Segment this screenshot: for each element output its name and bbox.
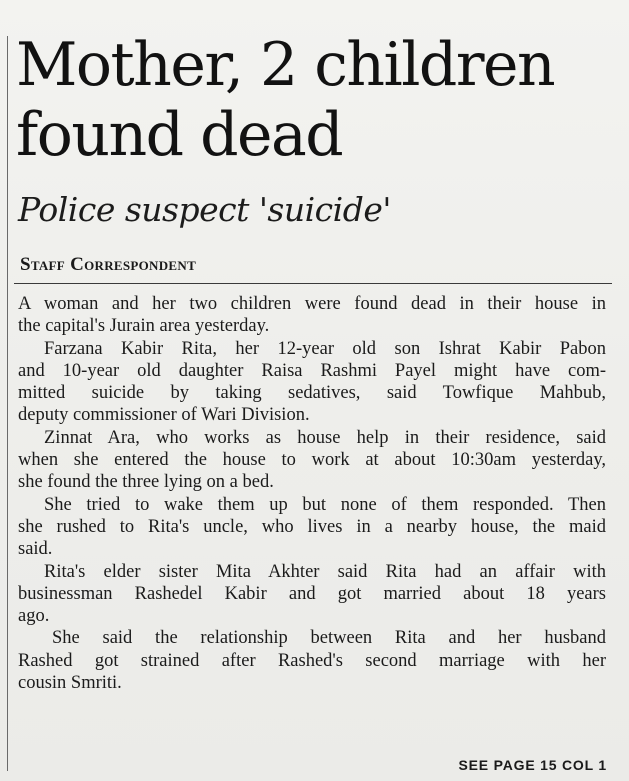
byline-divider — [14, 283, 612, 284]
text-line: Rita's elder sister Mita Akhter said Rita had an affair with — [44, 561, 606, 582]
article-paragraph — [18, 293, 606, 338]
text-line: She said the relationship between Rita and her husband — [52, 628, 606, 649]
text-line: businessman Rashedel Kabir and got married about 18 years — [18, 583, 606, 604]
article-paragraph — [18, 561, 606, 628]
article-paragraph — [18, 338, 606, 427]
text-line: She tried to wake them up but none of them responded. Then — [44, 494, 606, 515]
text-line: she found the three lying on a bed. — [18, 472, 274, 493]
byline: Staff Correspondent — [20, 254, 197, 275]
article-paragraph — [18, 427, 606, 494]
text-line: the capital's Jurain area yesterday. — [18, 316, 270, 337]
text-line: she rushed to Rita's uncle, who lives in a nearby house, the maid — [18, 516, 606, 537]
text-line: Farzana Kabir Rita, her 12-year old son Ishrat Kabir Pabon — [44, 338, 606, 359]
text-line: deputy commissioner of Wari Division. — [18, 405, 310, 426]
text-line: cousin Smriti. — [18, 673, 122, 694]
text-line: Zinnat Ara, who works as house help in their residence, said — [44, 427, 606, 448]
headline-line-2: found dead — [16, 100, 343, 170]
text-line: said. — [18, 539, 53, 560]
text-line: ago. — [18, 606, 50, 627]
headline-line-1: Mother, 2 children — [16, 30, 555, 100]
text-line: when she entered the house to work at about 10:30am yesterday, — [18, 450, 606, 471]
subheadline: Police suspect 'suicide' — [18, 190, 391, 229]
column-rule — [7, 36, 8, 771]
continued-jump-line: SEE PAGE 15 COL 1 — [458, 757, 607, 773]
article-paragraph — [18, 627, 606, 694]
text-line: mitted suicide by taking sedatives, said Towfique Mahbub, — [18, 383, 606, 404]
text-line: and 10-year old daughter Raisa Rashmi Payel might have com- — [18, 360, 606, 381]
headline — [16, 30, 621, 170]
text-line: A woman and her two children were found dead in their house in — [18, 294, 606, 314]
article-body — [18, 293, 606, 694]
article-paragraph — [18, 494, 606, 561]
text-line: Rashed got strained after Rashed's second marriage with her — [18, 650, 606, 671]
